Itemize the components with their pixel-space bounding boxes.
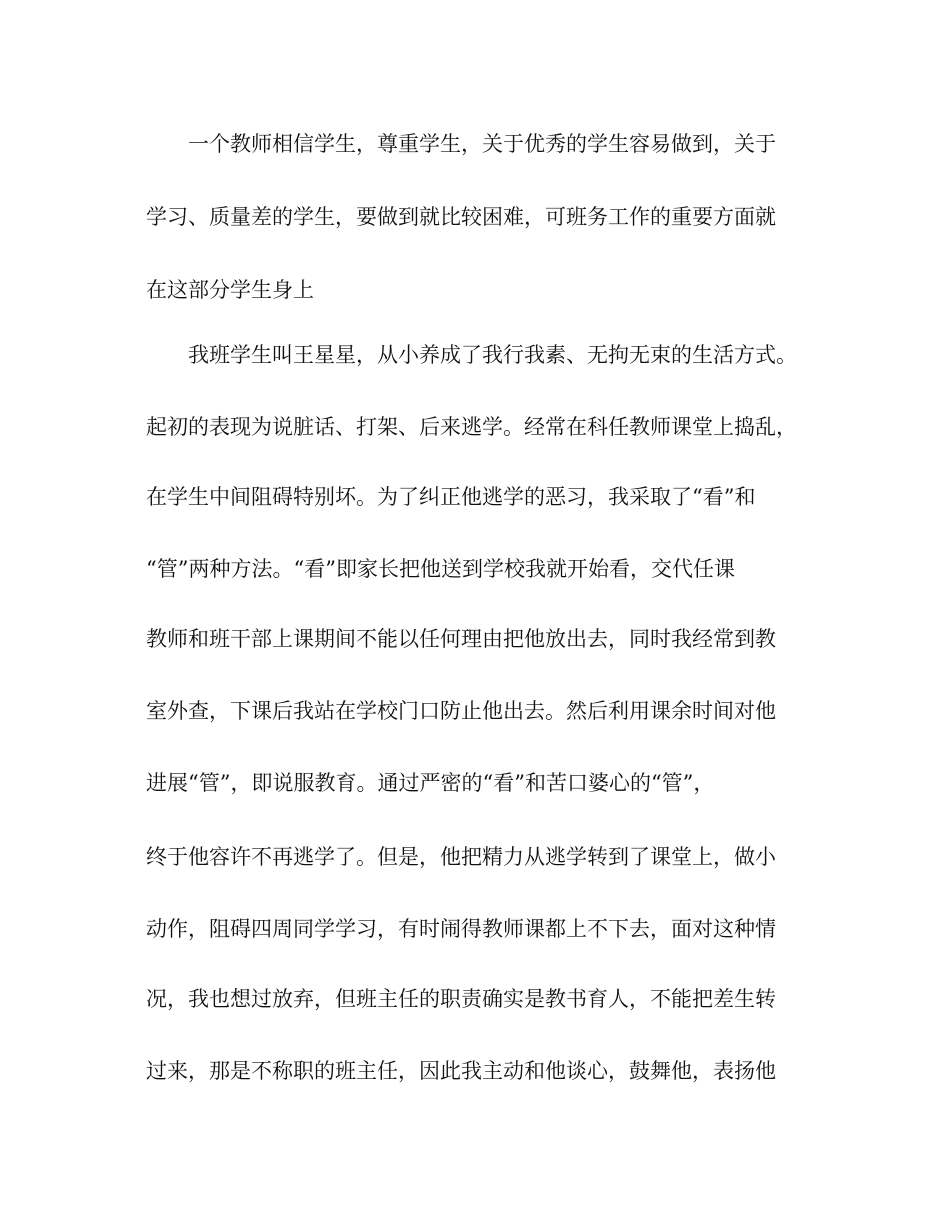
paragraph-2-line-6: 室外查，下课后我站在学校门口防止他出去。然后利用课余时间对他 bbox=[146, 699, 776, 723]
paragraph-2-line-4: “管”两种方法。“看”即家长把他送到学校我就开始看，交代任课 bbox=[146, 557, 735, 581]
paragraph-2-line-8: 终于他容许不再逃学了。但是，他把精力从逃学转到了课堂上，做小 bbox=[146, 845, 776, 869]
paragraph-1-line-2: 学习、质量差的学生，要做到就比较困难，可班务工作的重要方面就 bbox=[146, 205, 776, 229]
paragraph-1-line-3: 在这部分学生身上 bbox=[146, 278, 314, 302]
paragraph-2-line-9: 动作，阻碍四周同学学习，有时闹得教师课都上不下去，面对这种情 bbox=[146, 917, 776, 941]
paragraph-2-line-10: 况，我也想过放弃，但班主任的职责确实是教书育人，不能把差生转 bbox=[146, 987, 776, 1011]
paragraph-2-line-5: 教师和班干部上课期间不能以任何理由把他放出去，同时我经常到教 bbox=[146, 627, 776, 651]
paragraph-2-line-11: 过来，那是不称职的班主任，因此我主动和他谈心，鼓舞他，表扬他 bbox=[146, 1059, 776, 1083]
paragraph-1-line-1: 一个教师相信学生，尊重学生，关于优秀的学生容易做到，关于 bbox=[188, 132, 776, 156]
paragraph-2-line-7: 进展“管”，即说服教育。通过严密的“看”和苦口婆心的“管”， bbox=[146, 771, 715, 795]
paragraph-2-line-3: 在学生中间阻碍特别坏。为了纠正他逃学的恶习，我采取了“看”和 bbox=[146, 485, 756, 509]
paragraph-2-line-1: 我班学生叫王星星，从小养成了我行我素、无拘无束的生活方式。 bbox=[188, 343, 797, 367]
paragraph-2-line-2: 起初的表现为说脏话、打架、后来逃学。经常在科任教师课堂上捣乱， bbox=[146, 415, 797, 439]
